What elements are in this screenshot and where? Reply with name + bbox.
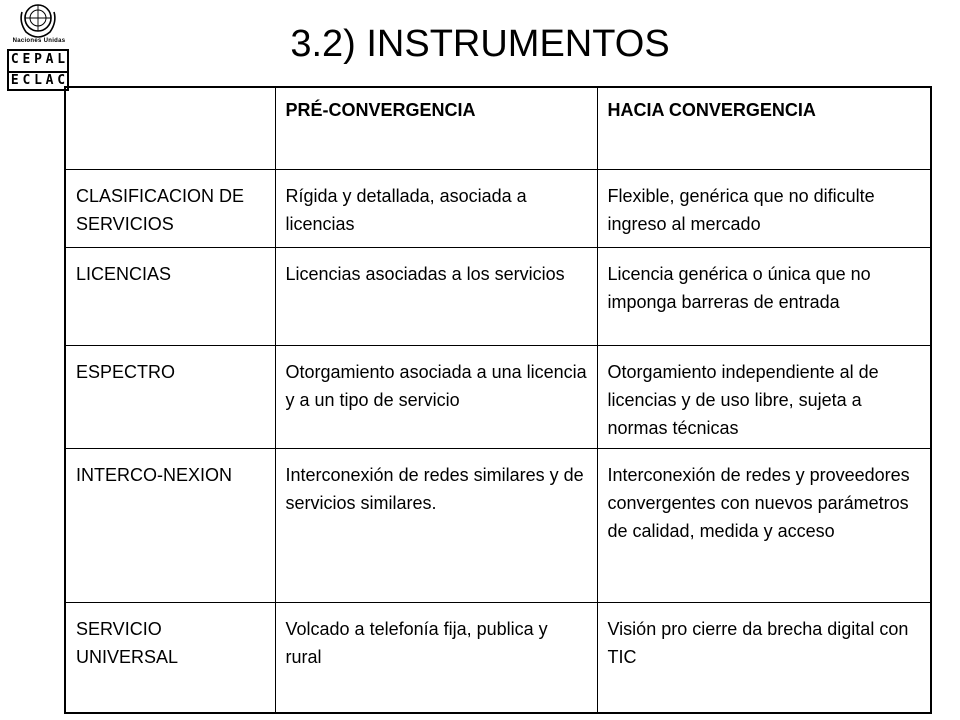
row-hacia-cell: Visión pro cierre da brecha digital con TIC xyxy=(597,602,931,713)
instruments-table xyxy=(64,86,932,714)
row-label: CLASIFICACION DE SERVICIOS xyxy=(65,169,275,247)
table-row xyxy=(65,247,931,345)
row-hacia-cell: Otorgamiento independiente al de licencias y de uso libre, sujeta a normas técnicas xyxy=(597,345,931,448)
table-header-row xyxy=(65,87,931,169)
table-row xyxy=(65,448,931,602)
cepal-letter: A xyxy=(45,52,54,67)
cepal-logo xyxy=(4,2,74,94)
cepal-letter: P xyxy=(34,52,42,67)
row-label: INTERCO-NEXION xyxy=(65,448,275,602)
row-pre-cell: Volcado a telefonía fija, publica y rural xyxy=(275,602,597,713)
eclac-letter: E xyxy=(10,73,19,88)
cepal-letter: C xyxy=(10,52,19,67)
row-hacia-cell: Interconexión de redes y proveedores convergentes con nuevos parámetros de calidad, medida y acceso xyxy=(597,448,931,602)
eclac-row xyxy=(9,71,67,91)
table-row xyxy=(65,345,931,448)
table-row xyxy=(65,602,931,713)
row-hacia-cell: Flexible, genérica que no dificulte ingreso al mercado xyxy=(597,169,931,247)
cepal-row xyxy=(9,52,67,70)
row-label: ESPECTRO xyxy=(65,345,275,448)
cepal-box xyxy=(7,49,69,91)
row-pre-cell: Otorgamiento asociada a una licencia y a un tipo de servicio xyxy=(275,345,597,448)
row-pre-cell: Licencias asociadas a los servicios xyxy=(275,247,597,345)
header-empty-cell xyxy=(65,87,275,169)
header-pre-convergencia: PRÉ-CONVERGENCIA xyxy=(275,87,597,169)
row-pre-cell: Rígida y detallada, asociada a licencias xyxy=(275,169,597,247)
un-label: Naciones Unidas xyxy=(12,38,66,44)
row-label: LICENCIAS xyxy=(65,247,275,345)
eclac-letter: L xyxy=(34,73,42,88)
eclac-letter: C xyxy=(22,73,31,88)
page-title: 3.2) INSTRUMENTOS xyxy=(290,23,670,65)
cepal-letter: L xyxy=(57,52,66,67)
un-emblem-icon xyxy=(16,2,60,40)
row-hacia-cell: Licencia genérica o única que no imponga barreras de entrada xyxy=(597,247,931,345)
table-row xyxy=(65,169,931,247)
row-pre-cell: Interconexión de redes similares y de servicios similares. xyxy=(275,448,597,602)
row-label: SERVICIO UNIVERSAL xyxy=(65,602,275,713)
cepal-letter: E xyxy=(22,52,31,67)
header-hacia-convergencia: HACIA CONVERGENCIA xyxy=(597,87,931,169)
eclac-letter: A xyxy=(45,73,54,88)
eclac-letter: C xyxy=(57,73,66,88)
